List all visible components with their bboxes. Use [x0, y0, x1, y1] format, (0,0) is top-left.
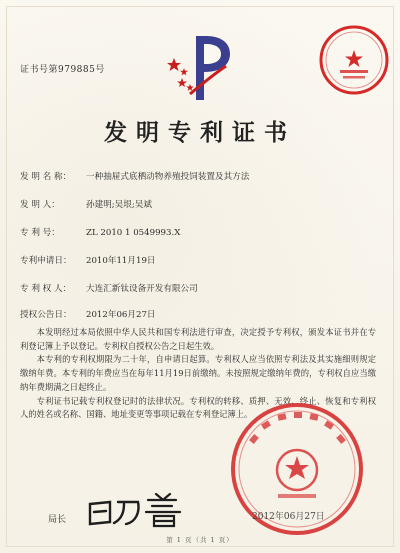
- page-footer: 第 1 页（共 1 页）: [166, 536, 234, 544]
- filing-date-label: 专利申请日：: [20, 256, 72, 266]
- grant-date-label: 授权公告日：: [20, 310, 72, 320]
- body-paragraph: 本专利的专利权期限为二十年，自申请日起算。专利权人应当依照专利法及其实施细则规定缴纳年费。本专利的年费应当在每年11月19日前缴纳。未按照规定缴纳年费的，专利权自应当缴纳年费期满之日起终止。: [20, 354, 376, 392]
- body-paragraph: 专利证书记载专利权登记时的法律状况。专利权的转移、质押、无效、终止、恢复和专利权人的姓名或名称、国籍、地址变更等事项记载在专利登记簿上。: [20, 395, 376, 420]
- seal-date: 2012年06月27日: [252, 512, 325, 522]
- grant-date-value: 2012年06月27日: [86, 310, 156, 320]
- top-right-seal-icon: [318, 24, 390, 96]
- director-label: 局长: [48, 515, 67, 525]
- invention-name-value: 一种抽屉式底栖动物养殖投饲装置及其方法: [86, 172, 250, 182]
- patent-office-emblem-icon: [160, 28, 240, 108]
- certificate-number: 证书号第979885号: [20, 65, 105, 75]
- signature-icon: [84, 490, 194, 530]
- inventors-label: 发 明 人：: [20, 200, 60, 210]
- body-paragraph: 本发明经过本局依照中华人民共和国专利法进行审查，决定授予专利权，颁发本证书并在专利登记簿上予以登记。专利权自授权公告之日起生效。: [20, 327, 376, 351]
- inventors-row: [20, 198, 152, 210]
- patent-number-value: ZL 2010 1 0549993.X: [86, 228, 181, 238]
- patentee-label: 专 利 权 人：: [20, 284, 72, 294]
- inventors-value: 孙建明;吴垠;吴斌: [86, 200, 152, 210]
- filing-date-value: 2010年11月19日: [86, 256, 156, 266]
- certificate-title: 发明专利证书: [104, 119, 296, 146]
- patent-number-label: 专 利 号：: [20, 228, 60, 238]
- filing-date-row: [20, 254, 156, 266]
- patent-number-row: [20, 226, 180, 238]
- patentee-value: 大连汇新钛设备开发有限公司: [86, 284, 198, 294]
- grant-date-row: [20, 308, 156, 320]
- patentee-row: [20, 282, 198, 294]
- invention-name-row: [20, 170, 249, 182]
- invention-name-label: 发 明 名 称：: [20, 172, 72, 182]
